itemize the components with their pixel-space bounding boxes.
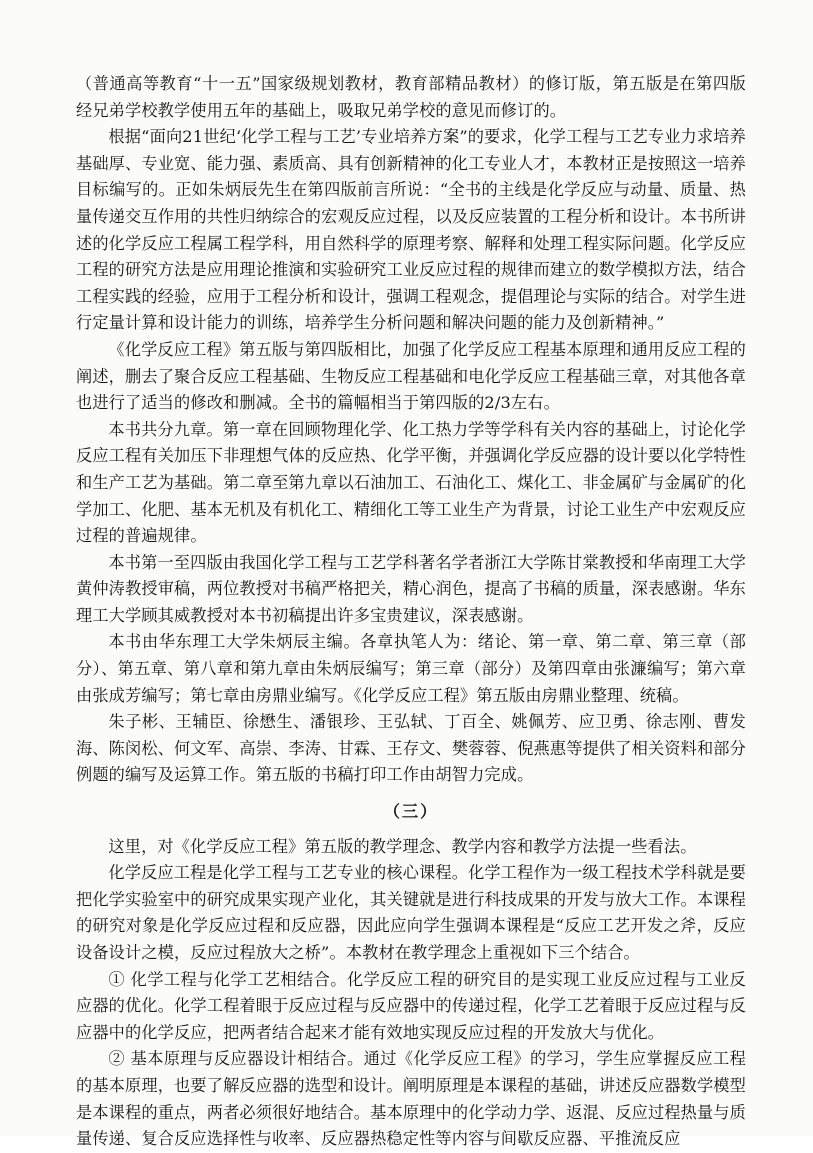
paragraph: ② 基本原理与反应器设计相结合。通过《化学反应工程》的学习，学生应掌握反应工程的基本原理，也要了解反应器的选型和设计。阐明原理是本课程的基础，讲述反应器数学模型是本课程的重点，两者必须很好地结合。基本原理中的化学动力学、返混、反应过程热量与质量传递、复合反应选择性与收率、反应器热稳定性等内容与间歇反应器、平推流反应 [76, 1049, 746, 1149]
paragraph: 化学反应工程是化学工程与工艺专业的核心课程。化学工程作为一级工程技术学科就是要把化学实验室中的研究成果实现产业化，其关键就是进行科技成果的开发与放大工作。本课程的研究对象是化学反应过程和反应器，因此应向学生强调本课程是“反应工艺开发之斧，反应设备设计之模，反应过程放大之桥”。本教材在教学理念上重视如下三个结合。 [76, 863, 746, 962]
paragraph: 朱子彬、王辅臣、徐懋生、潘银珍、王弘轼、丁百全、姚佩芳、应卫勇、徐志刚、曹发海、陈闵松、何文军、高崇、李涛、甘霖、王存文、樊蓉蓉、倪燕惠等提供了相关资料和部分例题的编写及运算工作。第五版的书稿打印工作由胡智力完成。 [76, 712, 746, 785]
paragraph: （普通高等教育“十一五”国家级规划教材，教育部精品教材）的修订版，第五版是在第四版经兄弟学校教学使用五年的基础上，吸取兄弟学校的意见而修订的。 [76, 74, 746, 120]
paragraph: 本书共分九章。第一章在回顾物理化学、化工热力学等学科有关内容的基础上，讨论化学反应工程有关加压下非理想气体的反应热、化学平衡，并强调化学反应器的设计要以化学特性和生产工艺为基础。第二章至第九章以石油加工、石油化工、煤化工、非金属矿与金属矿的化学加工、化肥、基本无机及有机化工、精细化工等工业生产为背景，讨论工业生产中宏观反应过程的普遍规律。 [76, 419, 746, 546]
paragraph: 本书由华东理工大学朱炳辰主编。各章执笔人为：绪论、第一章、第二章、第三章（部分）、第五章、第八章和第九章由朱炳辰编写；第三章（部分）及第四章由张濂编写；第六章由张成芳编写；第七章由房鼎业编写。《化学反应工程》第五版由房鼎业整理、统稿。 [76, 632, 746, 705]
section-heading: （三） [383, 802, 439, 822]
document-body [76, 71, 746, 1153]
paragraph: 《化学反应工程》第五版与第四版相比，加强了化学反应工程基本原理和通用反应工程的阐述，删去了聚合反应工程基础、生物反应工程基础和电化学反应工程基础三章，对其他各章也进行了适当的修改和删减。全书的篇幅相当于第四版的2/3左右。 [76, 339, 746, 413]
paragraph: 根据“面向21世纪‘化学工程与工艺’专业培养方案”的要求，化学工程与工艺专业力求培养基础厚、专业宽、能力强、素质高、具有创新精神的化工专业人才，本教材正是按照这一培养目标编写的。正如朱炳辰先生在第四版前言所说：“全书的主线是化学反应与动量、质量、热量传递交互作用的共性归纳综合的宏观反应过程，以及反应装置的工程分析和设计。本书所讲述的化学反应工程属工程学科，用自然科学的原理考察、解释和处理工程实际问题。化学反应工程的研究方法是应用理论推演和实验研究工业反应过程的规律而建立的数学模拟方法，结合工程实践的经验，应用于工程分析和设计，强调工程观念，提倡理论与实际的结合。对学生进行定量计算和设计能力的训练，培养学生分析问题和解决问题的能力及创新精神。” [76, 127, 746, 333]
paragraph: 这里，对《化学反应工程》第五版的教学理念、教学内容和教学方法提一些看法。 [108, 836, 697, 856]
paragraph: 本书第一至四版由我国化学工程与工艺学科著名学者浙江大学陈甘棠教授和华南理工大学黄仲涛教授审稿，两位教授对书稿严格把关，精心润色，提高了书稿的质量，深表感谢。华东理工大学顾其威教授对本书初稿提出许多宝贵建议，深表感谢。 [76, 552, 746, 625]
paragraph: ① 化学工程与化学工艺相结合。化学反应工程的研究目的是实现工业反应过程与工业反应器的优化。化学工程着眼于反应过程与反应器中的传递过程，化学工艺着眼于反应过程与反应器中的化学反应，把两者结合起来才能有效地实现反应过程的开发放大与优化。 [76, 969, 746, 1042]
